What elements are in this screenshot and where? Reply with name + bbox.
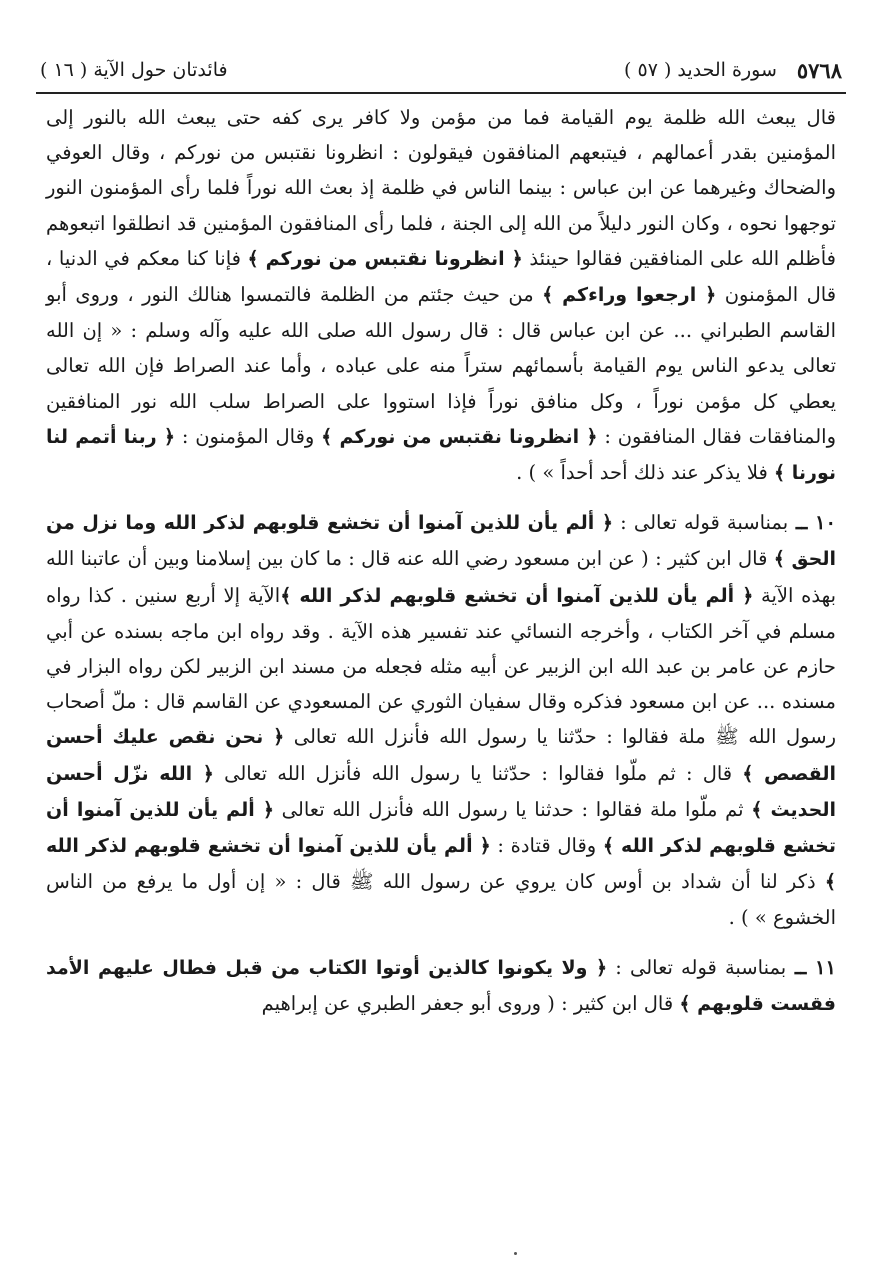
section-title: فائدتان حول الآية ( ١٦ )	[40, 59, 228, 81]
quran-verse: ﴿ نحن نقص عليك أحسن القصص ﴾	[46, 726, 836, 785]
text-segment: قال يبعث الله ظلمة يوم القيامة فما من مؤمن ولا كافر يرى كفه حتى يبعث الله بالنور إلى المؤمنين بقدر أعمالهم ، فيتبعهم المنافقون فيقولون : انظرونا نقتبس من نوركم ، وقال العوفي والضحاك وغيرهما عن ابن عباس : بينما الناس في ظلمة إذ بعث الله نوراً فلما رأى المؤمنون النور توجهوا نحوه ، وكان النور دليلاً من الله إلى الجنة ، فلما رأى المنافقون المؤمنين قد انطلقوا اتبعوهم فأظلم الله على المنافقين فقالوا حينئذ	[46, 106, 836, 270]
header-right	[624, 58, 842, 83]
text-segment: بمناسبة قوله تعالى :	[607, 955, 787, 979]
text-segment: الآية إلا أربع سنين . كذا رواه مسلم في آخر الكتاب ، وأخرجه النسائي عند تفسير هذه الآية . وقد رواه ابن ماجه بسنده عن أبي حازم عن عامر بن عبد الله ابن الزبير عن أبيه مثله فجعله من مسند ابن الزبير لكن رواه البزار في مسنده ... عن ابن مسعود فذكره وقال سفيان الثوري عن المسعودي عن القاسم قال : ملّ أصحاب رسول الله ﷺ ملة فقالوا : حدّثنا يا رسول الله فأنزل الله تعالى	[46, 583, 836, 749]
text-segment: قال : ثم ملّوا فقالوا : حدّثنا يا رسول الله فأنزل الله تعالى	[213, 761, 743, 785]
text-segment: من حيث جئتم من الظلمة فالتمسوا هنالك النور ، وروى أبو القاسم الطبراني ... عن ابن عباس قال : قال رسول الله صلى الله عليه وآله وسلم : « إن الله تعالى يدعو الناس يوم القيامة بأسمائهم ستراً منه على عباده ، وأما عند الصراط فإن الله تعالى يعطي كل مؤمن نوراً ، وكل منافق نوراً فإذا استووا على الصراط سلب الله نور المنافقين والمنافقات فقال المنافقون :	[46, 283, 836, 448]
quran-verse: ﴿ ربنا أتمم لنا نورنا ﴾	[46, 425, 836, 485]
quran-verse: ﴿ الله نزّل أحسن الحديث ﴾	[46, 762, 837, 821]
surah-title: سورة الحديد ( ٥٧ )	[624, 59, 777, 81]
text-segment: فلا يذكر عند ذلك أحد أحداً » ) .	[516, 461, 774, 485]
text-segment: وقال المؤمنون :	[175, 424, 322, 448]
quran-verse: ﴿ ألم يأن للذين آمنوا أن تخشع قلوبهم لذكر الله وما نزل من الحق ﴾	[46, 512, 836, 571]
quran-verse: ﴿ ارجعوا وراءكم ﴾	[542, 284, 717, 307]
page-number: ٥٧٦٨	[796, 57, 842, 83]
text-segment: وقال قتادة :	[490, 834, 603, 858]
quran-verse: ﴿ ألم يأن للذين آمنوا أن تخشع قلوبهم لذكر الله ﴾	[46, 798, 836, 858]
quran-verse: ﴿ انظرونا نقتبس من نوركم ﴾	[247, 247, 523, 270]
quran-verse: ﴿ انظرونا نقتبس من نوركم ﴾	[321, 425, 598, 448]
running-header	[40, 50, 842, 90]
item-number: ١٠ ــ	[788, 511, 836, 535]
header-divider	[36, 92, 846, 94]
text-segment: ذكر لنا أن شداد بن أوس كان يروي عن رسول الله ﷺ قال : « إن أول ما يرفع من الناس الخشوع » ) .	[46, 870, 836, 930]
paragraph-1	[46, 100, 836, 491]
quran-verse: ﴿ ألم يأن للذين آمنوا أن تخشع قلوبهم لذكر الله ﴾	[46, 835, 836, 894]
text-segment: بمناسبة قوله تعالى :	[612, 511, 789, 535]
quran-verse: ﴿ ولا يكونوا كالذين أوتوا الكتاب من قبل فطال عليهم الأمد فقست قلوبهم ﴾	[46, 956, 836, 1015]
text-segment: قال ابن كثير : ( وروى أبو جعفر الطبري عن إبراهيم	[261, 991, 680, 1015]
paragraph-3	[46, 950, 836, 1022]
item-number: ١١ ــ	[786, 955, 836, 979]
paragraph-2	[46, 505, 836, 935]
text-segment: ثم ملّوا ملة فقالوا : حدثنا يا رسول الله فأنزل الله تعالى	[273, 797, 752, 821]
quran-verse: ﴿ ألم يأن للذين آمنوا أن تخشع قلوبهم لذكر الله ﴾	[280, 584, 754, 607]
text-segment: قال ابن كثير : ( عن ابن مسعود رضي الله عنه قال : ما كان بين إسلامنا وبين أن عاتبنا الله بهذه الآية	[46, 547, 837, 607]
text-segment: فإنا كنا معكم في الدنيا ، قال المؤمنون	[46, 246, 837, 307]
print-speck	[514, 1252, 517, 1255]
body-text	[46, 100, 836, 1022]
